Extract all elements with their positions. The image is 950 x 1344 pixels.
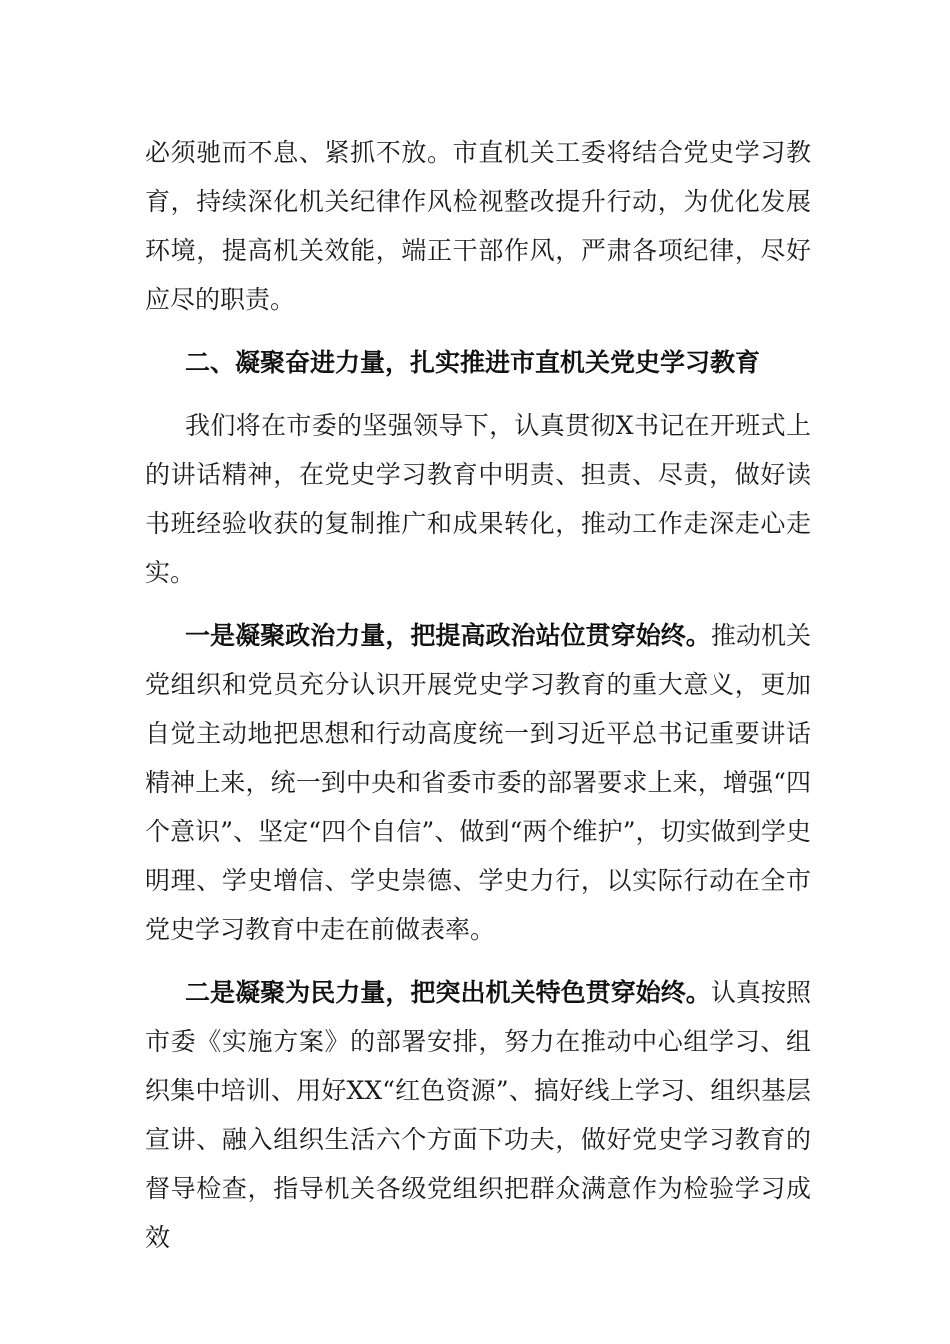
point-one-body: 推动机关党组织和党员充分认识开展党史学习教育的重大意义，更加自觉主动地把思想和行动高度统一到习近平总书记重要讲话精神上来，统一到中央和省委市委的部署要求上来，增强“四个意识”、坚定“四个自信”、做到“两个维护”，切实做到学史明理、学史增信、学史崇德、学史力行，以实际行动在全市党史学习教育中走在前做表率。 — [145, 621, 811, 944]
continuation-paragraph: 必须驰而不息、紧抓不放。市直机关工委将结合党史学习教育，持续深化机关纪律作风检视整改提升行动，为优化发展环境，提高机关效能，端正干部作风，严肃各项纪律，尽好应尽的职责。 — [145, 138, 811, 314]
section-heading: 二、凝聚奋进力量，扎实推进市直机关党史学习教育 — [185, 348, 761, 377]
document-body — [145, 128, 811, 1262]
point-one-paragraph — [145, 611, 811, 954]
point-two-lead: 二是凝聚为民力量，把突出机关特色贯穿始终。 — [185, 978, 711, 1007]
point-two-paragraph — [145, 968, 811, 1262]
point-two-body: 认真按照市委《实施方案》的部署安排，努力在推动中心组学习、组织集中培训、用好XX“红色资源”、搞好线上学习、组织基层宣讲、融入组织生活六个方面下功夫，做好党史学习教育的督导检查，指导机关各级党组织把群众满意作为检验学习成效 — [145, 978, 811, 1252]
point-one-lead: 一是凝聚政治力量，把提高政治站位贯穿始终。 — [185, 621, 711, 650]
intro-paragraph: 我们将在市委的坚强领导下，认真贯彻X书记在开班式上的讲话精神，在党史学习教育中明责、担责、尽责，做好读书班经验收获的复制推广和成果转化，推动工作走深走心走实。 — [145, 411, 811, 587]
